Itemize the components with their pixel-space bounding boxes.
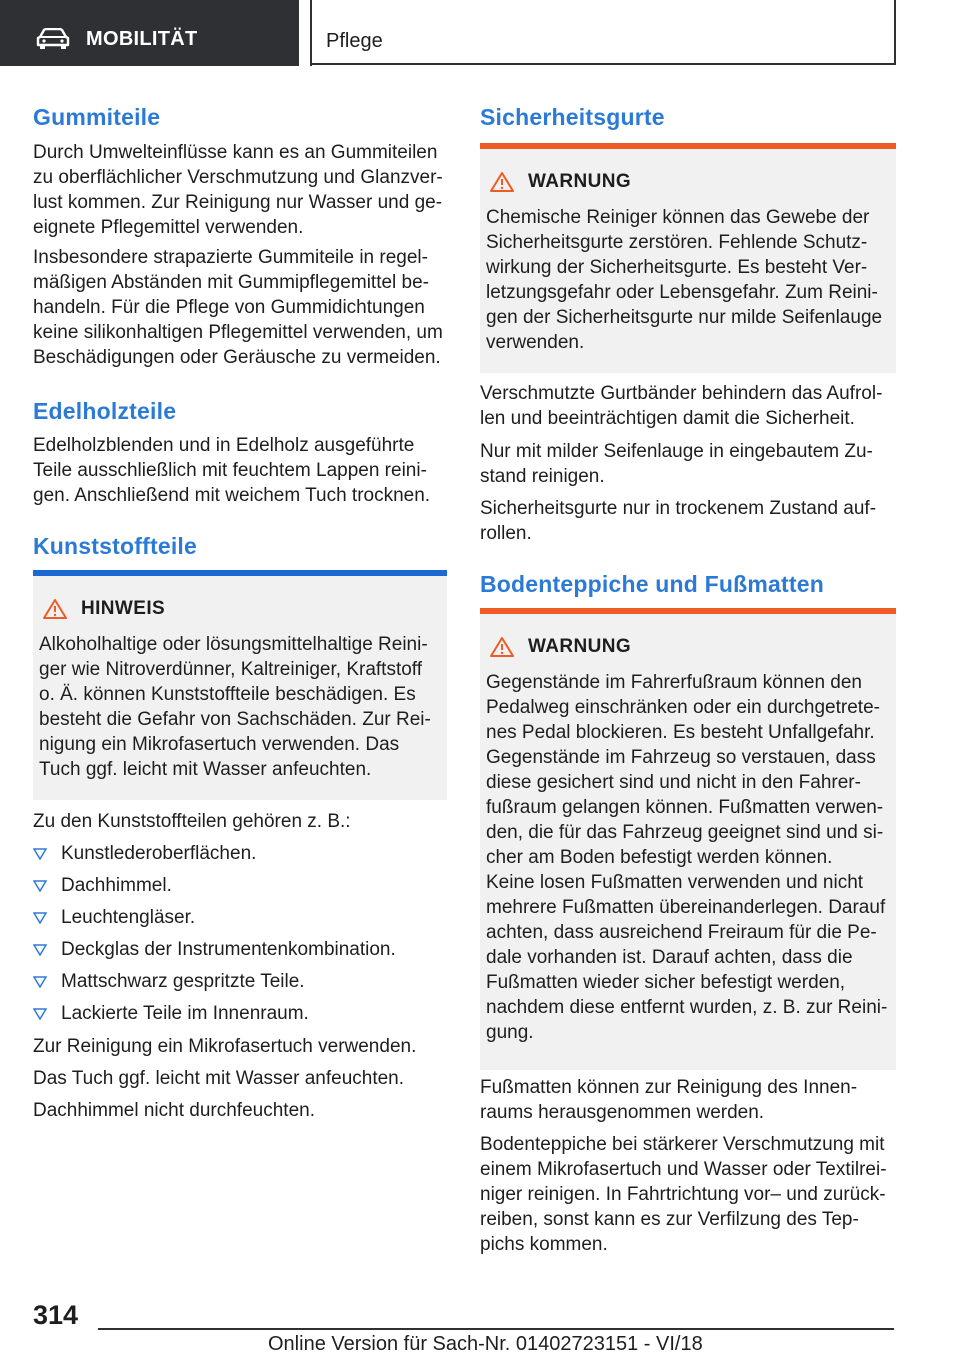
- list-item: Kunstlederoberflächen.: [33, 841, 256, 866]
- list-item: Dachhimmel.: [33, 873, 172, 898]
- heading-gummiteile: Gummiteile: [33, 104, 161, 130]
- bullet-triangle-icon: [33, 912, 47, 924]
- warnung-title: WARNUNG: [528, 171, 632, 192]
- section-title: Pflege: [326, 30, 383, 52]
- after-list-1: Zur Reinigung ein Mikrofasertuch verwenden.: [33, 1036, 417, 1057]
- bullet-triangle-icon: [33, 976, 47, 988]
- warning-triangle-icon: [490, 636, 514, 658]
- warnung-text: Gegenstände im Fahrerfußraum können den Pedalweg einschränken oder ein durchgetrete‐ nes Pedal blockieren. Es besteht Unfallgefahr. Gegenstände im Fahrzeug so verstauen, dass diese gesichert sind und nicht in den Fahrer‐ fußraum gelangen können. Fußmatten verwen‐ den, die für das Fahrzeug geeignet sind und si‐ cher am Boden befestigt werden können. Keine losen Fußmatten verwenden und nicht mehrere Fußmatten übereinanderlegen. Darauf achten, dass ausreichend Freiraum für die Pe‐ dale vorhanden ist. Darauf achten, dass die Fußmatten wieder sicher befestigt werden, nachdem diese entfernt wurden, z. B. zur Reini‐ gung.: [486, 672, 888, 1043]
- bullet-triangle-icon: [33, 1008, 47, 1020]
- heading-kunststoffteile: Kunststoffteile: [33, 533, 197, 559]
- bullet-triangle-icon: [33, 880, 47, 892]
- bullet-triangle-icon: [33, 944, 47, 956]
- hinweis-title: HINWEIS: [81, 598, 166, 619]
- warnung-title: WARNUNG: [528, 636, 632, 657]
- hinweis-text: Alkoholhaltige oder lösungsmittelhaltige Reini‐ ger wie Nitroverdünner, Kaltreiniger, Kraftstoff o. Ä. können Kunststoffteile beschädigen. Es besteht die Gefahr von Sachschäden. Zur Rei‐ nigung ein Mikrofasertuch verwenden. Das Tuch ggf. leicht mit Wasser anfeuchten.: [39, 634, 431, 780]
- warnung-header: [490, 171, 631, 193]
- warnung-box-boden: [480, 608, 896, 1070]
- heading-bodenteppiche: Bodenteppiche und Fußmatten: [480, 571, 824, 597]
- hinweis-box: [33, 570, 447, 800]
- footer-online-version: Online Version für Sach-Nr. 01402723151 - VI/18: [268, 1333, 703, 1355]
- gurte-para-3: Sicherheitsgurte nur in trockenem Zustand auf‐ rollen.: [480, 498, 877, 544]
- header-underline: [310, 63, 896, 65]
- page-number: 314: [33, 1300, 79, 1330]
- heading-edelholzteile: Edelholzteile: [33, 398, 177, 424]
- list-item: Mattschwarz gespritzte Teile.: [33, 969, 305, 994]
- car-icon: [36, 28, 70, 50]
- chapter-title: MOBILITÄT: [86, 28, 198, 50]
- header-right-border: [894, 0, 896, 65]
- gurte-para-1: Verschmutzte Gurtbänder behindern das Aufrol‐ len und beeinträchtigen damit die Sicherheit.: [480, 383, 883, 429]
- warnung-header: [490, 636, 631, 658]
- list-item: Deckglas der Instrumentenkombination.: [33, 937, 396, 962]
- boden-para-1: Fußmatten können zur Reinigung des Innen‐ raums herausgenommen werden.: [480, 1077, 858, 1123]
- gummi-para-1: Durch Umwelteinflüsse kann es an Gummiteilen zu oberflächlicher Verschmutzung und Glanzver‐ lust kommen. Zur Reinigung nur Wasser und ge‐ eignete Pflegemittel verwenden.: [33, 142, 443, 238]
- warning-triangle-icon: [490, 171, 514, 193]
- warning-triangle-icon: [43, 598, 67, 620]
- gurte-para-2: Nur mit milder Seifenlauge in eingebautem Zu‐ stand reinigen.: [480, 441, 873, 487]
- boden-para-2: Bodenteppiche bei stärkerer Verschmutzung mit einem Mikrofasertuch und Wasser oder Textilrei‐ niger reinigen. In Fahrtrichtung vor– und zurück‐ reiben, sonst kann es zur Verfilzung des Tep‐ pichs kommen.: [480, 1134, 887, 1255]
- footer-rule: [98, 1328, 894, 1330]
- warnung-box-gurte: [480, 143, 896, 373]
- after-list-2: Das Tuch ggf. leicht mit Wasser anfeuchten.: [33, 1068, 405, 1089]
- heading-sicherheitsgurte: Sicherheitsgurte: [480, 104, 665, 130]
- edelholz-para: Edelholzblenden und in Edelholz ausgeführte Teile ausschließlich mit feuchtem Lappen reini‐ gen. Anschließend mit weichem Tuch trocknen.: [33, 435, 431, 506]
- hinweis-header: [43, 598, 165, 620]
- list-item: Lackierte Teile im Innenraum.: [33, 1001, 309, 1026]
- gummi-para-2: Insbesondere strapazierte Gummiteile in regel‐ mäßigen Abständen mit Gummipflegemittel be‐ handeln. Für die Pflege von Gummidichtungen keine silikonhaltigen Pflegemittel verwenden, um Beschädigungen oder Geräusche zu vermeiden.: [33, 247, 443, 368]
- chapter-tab: [0, 0, 299, 66]
- list-item: Leuchtengläser.: [33, 905, 195, 930]
- warnung-text: Chemische Reiniger können das Gewebe der Sicherheitsgurte zerstören. Fehlende Schutz‐ wirkung der Sicherheitsgurte. Es besteht Ver‐ letzungsgefahr oder Lebensgefahr. Zum Reini‐ gen der Sicherheitsgurte nur milde Seifenlauge verwenden.: [486, 207, 883, 353]
- after-list-3: Dachhimmel nicht durchfeuchten.: [33, 1100, 315, 1121]
- bullet-triangle-icon: [33, 848, 47, 860]
- list-intro: Zu den Kunststoffteilen gehören z. B.:: [33, 811, 351, 832]
- header-divider: [310, 0, 312, 66]
